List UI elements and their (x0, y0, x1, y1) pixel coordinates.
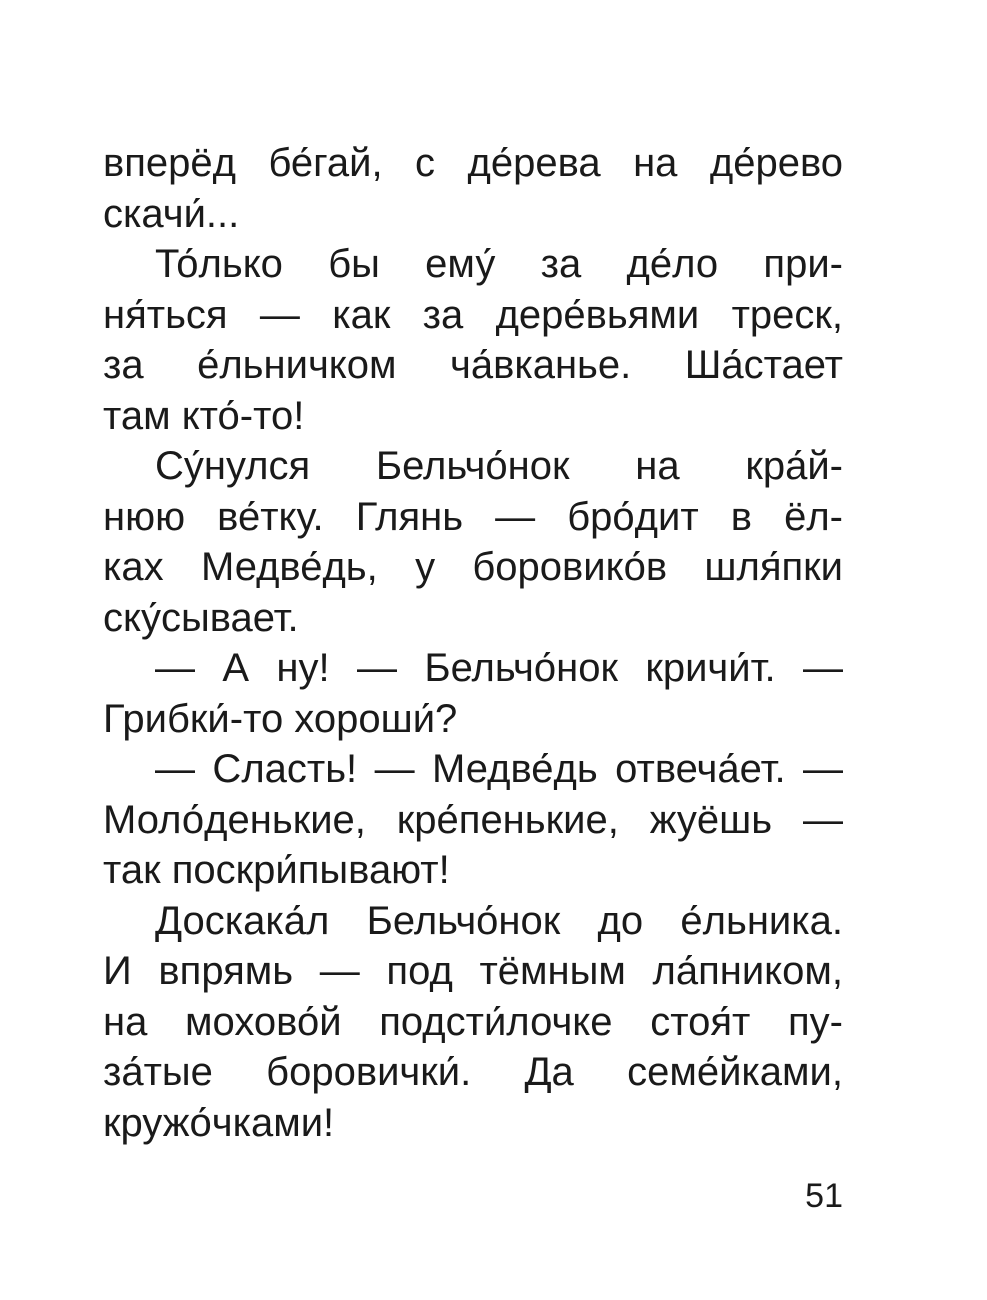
text-line: — А ну! — Бельчо́нок кричи́т. — (155, 646, 843, 690)
text-line: Моло́денькие, кре́пенькие, жуёшь — (103, 797, 843, 842)
text-line: нюю ве́тку. Глянь — бро́дит в ёл- (103, 494, 843, 539)
text-line: за́тые боровички́. Да семе́йками, (103, 1050, 843, 1094)
text-line: за е́льничком ча́вканье. Ша́стает (103, 343, 843, 387)
text-line: на мохово́й подсти́лочке стоя́т пу- (103, 999, 843, 1044)
text-line: — Сласть! — Медве́дь отвеча́ет. — (155, 747, 843, 791)
text-line: Грибки́-то хороши́? (103, 696, 458, 741)
page-number: 51 (805, 1177, 843, 1215)
text-line: вперёд бе́гай, с де́рева на де́рево (103, 141, 843, 185)
story-text (103, 138, 843, 1148)
text-line: скачи́... (103, 191, 240, 236)
text-line: там кто́-то! (103, 393, 305, 438)
text-line: ках Медве́дь, у боровико́в шля́пки (103, 545, 843, 589)
text-line: Доскака́л Бельчо́нок до е́льника. (155, 898, 843, 943)
text-line: Су́нулся Бельчо́нок на кра́й- (155, 444, 843, 488)
text-line: То́лько бы ему́ за де́ло при- (155, 242, 843, 286)
text-line: ску́сывает. (103, 595, 299, 640)
text-line: кружо́чками! (103, 1100, 335, 1145)
text-line: И впрямь — под тёмным ла́пником, (103, 949, 843, 993)
text-line: так поскри́пывают! (103, 848, 450, 892)
text-line: ня́ться — как за дере́вьями треск, (103, 292, 843, 337)
